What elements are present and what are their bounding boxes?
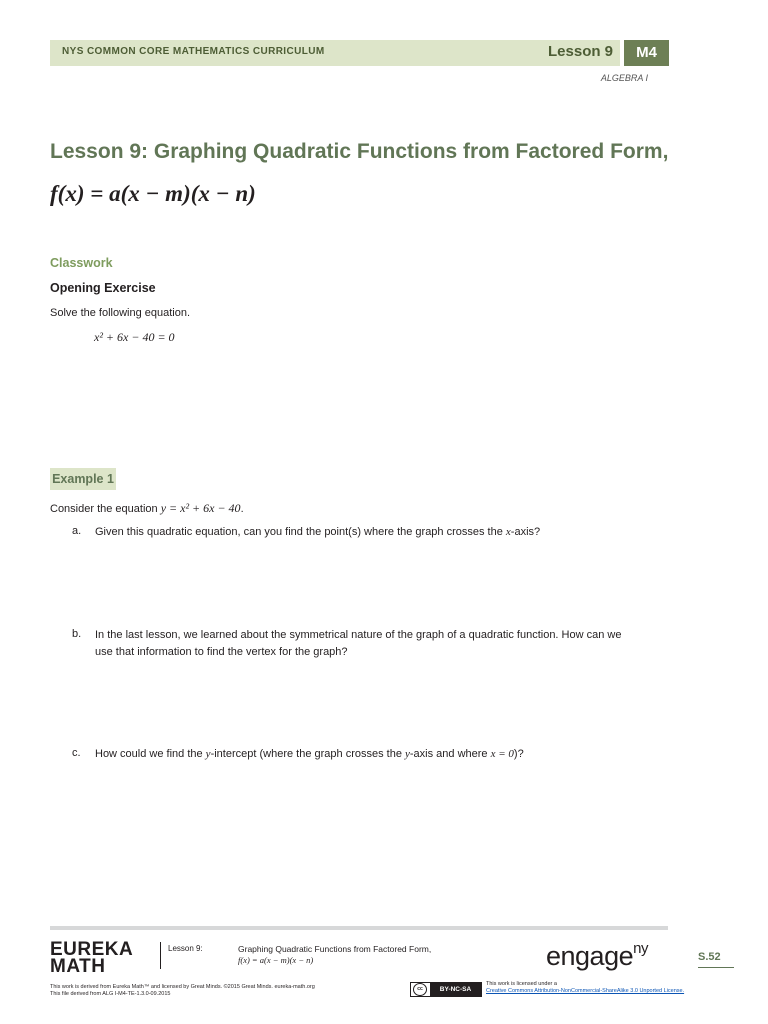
opening-prompt: Solve the following equation. [50, 307, 191, 319]
item-b-marker: b. [72, 628, 82, 640]
item-a-marker: a. [72, 525, 82, 537]
footer-lesson: Lesson 9: [168, 944, 203, 953]
item-c-marker: c. [72, 747, 81, 759]
cc-icon: cc [413, 983, 427, 996]
item-c-v1: y [205, 748, 211, 760]
item-c-v2: y [405, 748, 410, 760]
item-c-v3: x = 0 [490, 748, 514, 760]
item-a-text-before: Given this quadratic equation, can you find the point(s) where the graph crosses the [95, 526, 506, 538]
eureka-math-logo [50, 941, 133, 975]
item-c-text [95, 746, 524, 763]
item-a-text [95, 524, 540, 541]
cc-license-badge[interactable] [410, 982, 482, 997]
logo-line2: MATH [50, 956, 106, 977]
derived-line1: This work is derived from Eureka Math™ and licensed by Great Minds. ©2015 Great Minds. eureka-math.org [50, 984, 315, 990]
engage-text: engage [546, 941, 634, 971]
example-intro-equation: y = x² + 6x − 40 [160, 501, 241, 515]
page-number-underline [698, 967, 734, 968]
item-c-t2: -intercept (where the graph crosses the [210, 748, 405, 760]
example-intro-end: . [240, 503, 244, 515]
footer-rule [50, 926, 668, 930]
license-link[interactable]: Creative Commons Attribution-NonCommercial-ShareAlike 3.0 Unported License. [486, 988, 685, 994]
page-title: Lesson 9: Graphing Quadratic Functions from Factored Form, [50, 140, 669, 163]
curriculum-title: NYS COMMON CORE MATHEMATICS CURRICULUM [62, 46, 325, 57]
logo-line1: EUREKA [50, 939, 134, 960]
item-c-t4: )? [513, 748, 524, 760]
footer-divider [160, 942, 161, 969]
lesson-number: Lesson 9 [548, 43, 614, 60]
footer-title [238, 944, 431, 966]
page-number: S.52 [698, 951, 721, 963]
derived-line2: This file derived from ALG I-M4-TE-1.3.0-09.2015 [50, 991, 171, 997]
item-b-text [95, 627, 675, 661]
item-b-line1: In the last lesson, we learned about the symmetrical nature of the graph of a quadratic function. How can we [95, 629, 622, 641]
example-label: Example 1 [50, 468, 116, 490]
example-intro [50, 501, 244, 516]
opening-equation: x² + 6x − 40 = 0 [94, 330, 175, 344]
example-intro-text: Consider the equation [50, 503, 161, 515]
license-notice [486, 981, 684, 995]
footer-title-line1: Graphing Quadratic Functions from Factored Form, [238, 944, 432, 954]
cc-badge-text: BY-NC-SA [430, 983, 481, 996]
item-b-line2: use that information to find the vertex for the graph? [95, 646, 348, 658]
footer-derived [50, 984, 315, 998]
classwork-label: Classwork [50, 256, 113, 270]
item-c-t1: How could we find the [95, 748, 206, 760]
item-c-t3: -axis and where [409, 748, 491, 760]
module-badge: M4 [624, 40, 669, 66]
footer-title-formula: f(x) = a(x − m)(x − n) [238, 955, 314, 965]
course-name: ALGEBRA I [600, 73, 648, 83]
opening-exercise-heading: Opening Exercise [50, 281, 156, 295]
engageny-logo [546, 940, 648, 972]
license-line1: This work is licensed under a [486, 981, 557, 987]
item-a-var: x [505, 526, 511, 538]
ny-text: ny [633, 940, 648, 957]
title-formula: f(x) = a(x − m)(x − n) [50, 181, 256, 206]
item-a-text-after: -axis? [510, 526, 541, 538]
